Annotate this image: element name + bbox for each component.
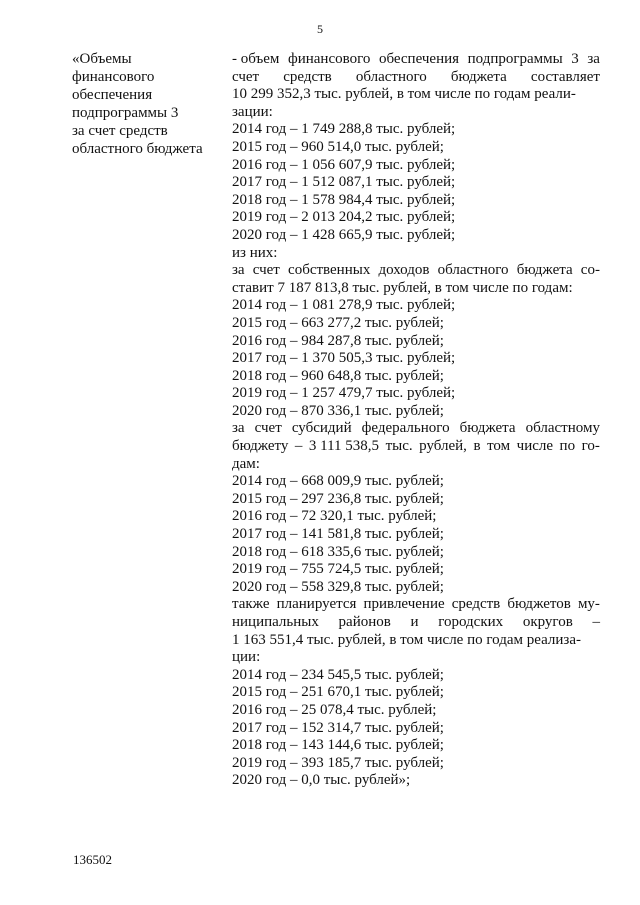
word: бюджета — [450, 68, 507, 85]
own-year-row: 2018 год – 960 648,8 тыс. рублей; — [232, 367, 444, 384]
municipal-year-row: 2017 год – 152 314,7 тыс. рублей; — [232, 719, 444, 736]
municipal-line — [232, 596, 600, 614]
word: бюджетов — [507, 596, 571, 613]
word: собственных — [288, 262, 371, 279]
word: обеспечения — [378, 51, 460, 67]
word: бюджету — [232, 438, 289, 455]
total-year-row: 2017 год – 1 512 087,1 тыс. рублей; — [232, 174, 456, 191]
word: областного — [437, 262, 509, 279]
word: составляет — [530, 68, 600, 85]
heading-line: «Объемы — [72, 51, 132, 67]
word: – — [592, 614, 600, 630]
own-year-row: 2016 год – 984 287,8 тыс. рублей; — [232, 332, 444, 349]
municipal-line — [232, 614, 600, 632]
word: рублей, — [419, 438, 467, 455]
word: районов — [338, 614, 391, 630]
word: за — [587, 51, 600, 67]
intro-line: зации: — [232, 103, 273, 120]
heading-line: обеспечения — [72, 87, 153, 103]
municipal-year-row: 2019 год – 393 185,7 тыс. рублей; — [232, 754, 444, 771]
word: доходов — [378, 262, 430, 279]
total-year-row: 2020 год – 1 428 665,9 тыс. рублей; — [232, 226, 456, 243]
own-year-row: 2019 год – 1 257 479,7 тыс. рублей; — [232, 385, 456, 402]
word: го- — [581, 438, 600, 455]
own-year-row: 2015 год – 663 277,2 тыс. рублей; — [232, 314, 444, 331]
own-year-row: 2014 год – 1 081 278,9 тыс. рублей; — [232, 297, 456, 314]
intro-line — [232, 51, 600, 69]
word: числе — [516, 438, 554, 455]
word: том — [487, 438, 511, 455]
total-year-row: 2019 год – 2 013 204,2 тыс. рублей; — [232, 209, 456, 226]
word: 3 — [571, 51, 579, 67]
federal-year-row: 2015 год – 297 236,8 тыс. рублей; — [232, 490, 444, 507]
total-year-row: 2018 год – 1 578 984,4 тыс. рублей; — [232, 191, 456, 208]
word: ниципальных — [232, 614, 319, 630]
word: счет — [254, 420, 282, 437]
sheet-id: 136502 — [73, 852, 112, 867]
municipal-year-row: 2015 год – 251 670,1 тыс. рублей; — [232, 684, 444, 701]
word: му- — [577, 596, 600, 613]
word: городских — [438, 614, 504, 630]
heading-line: за счет средств — [72, 123, 168, 139]
page-number: 5 — [317, 22, 323, 36]
word: бюджета — [516, 262, 573, 279]
federal-line — [232, 420, 600, 438]
word: счет — [252, 262, 280, 279]
word: счет — [232, 68, 260, 85]
total-year-row: 2014 год – 1 749 288,8 тыс. рублей; — [232, 121, 456, 138]
word: областному — [525, 420, 600, 437]
municipal-year-row: 2014 год – 234 545,5 тыс. рублей; — [232, 666, 444, 683]
word: также — [232, 596, 270, 613]
federal-year-row: 2019 год – 755 724,5 тыс. рублей; — [232, 561, 444, 578]
of-them-label: из них: — [232, 244, 278, 261]
federal-line — [232, 438, 600, 456]
federal-year-row: 2018 год – 618 335,6 тыс. рублей; — [232, 543, 444, 560]
federal-line: дам: — [232, 455, 260, 472]
word: 3 111 538,5 — [308, 438, 380, 455]
intro-line: 10 299 352,3 тыс. рублей, в том числе по годам реали- — [232, 86, 576, 103]
own-year-row: 2017 год – 1 370 505,3 тыс. рублей; — [232, 350, 456, 367]
heading-line: областного бюджета — [72, 141, 203, 157]
word: областного — [355, 68, 427, 85]
funding-description — [232, 51, 600, 790]
word: тыс. — [385, 438, 413, 455]
section-heading — [72, 50, 222, 158]
word: финансового — [287, 51, 371, 67]
word: средств — [283, 68, 332, 85]
federal-year-row: 2020 год – 558 329,8 тыс. рублей; — [232, 578, 444, 595]
heading-line: подпрограммы 3 — [72, 105, 179, 121]
own-revenue-line — [232, 262, 600, 280]
word: привлечение — [363, 596, 445, 613]
municipal-line: 1 163 551,4 тыс. рублей, в том числе по годам реализа- — [232, 631, 581, 648]
word: - объем — [232, 51, 280, 67]
word: субсидий — [291, 420, 352, 437]
own-revenue-line: ставит 7 187 813,8 тыс. рублей, в том числе по годам: — [232, 279, 573, 296]
federal-year-row: 2016 год – 72 320,1 тыс. рублей; — [232, 508, 437, 525]
municipal-year-row: 2016 год – 25 078,4 тыс. рублей; — [232, 701, 437, 718]
word: в — [473, 438, 481, 455]
own-year-row: 2020 год – 870 336,1 тыс. рублей; — [232, 402, 444, 419]
word: округов — [522, 614, 573, 630]
federal-year-row: 2017 год – 141 581,8 тыс. рублей; — [232, 526, 444, 543]
word: со- — [580, 262, 600, 279]
word: за — [232, 262, 245, 279]
word: подпрограммы — [467, 51, 563, 67]
word: и — [410, 614, 419, 630]
municipal-line: ции: — [232, 649, 261, 666]
word: бюджета — [459, 420, 516, 437]
municipal-year-row: 2018 год – 143 144,6 тыс. рублей; — [232, 737, 444, 754]
word: за — [232, 420, 245, 437]
word: по — [559, 438, 576, 455]
total-year-row: 2015 год – 960 514,0 тыс. рублей; — [232, 138, 444, 155]
word: – — [294, 438, 303, 455]
word: планируется — [276, 596, 357, 613]
federal-year-row: 2014 год – 668 009,9 тыс. рублей; — [232, 473, 444, 490]
intro-line — [232, 69, 600, 87]
municipal-year-row: 2020 год – 0,0 тыс. рублей»; — [232, 772, 411, 789]
word: федерального — [361, 420, 450, 437]
heading-line: финансового — [72, 69, 155, 85]
total-year-row: 2016 год – 1 056 607,9 тыс. рублей; — [232, 156, 456, 173]
word: средств — [451, 596, 501, 613]
